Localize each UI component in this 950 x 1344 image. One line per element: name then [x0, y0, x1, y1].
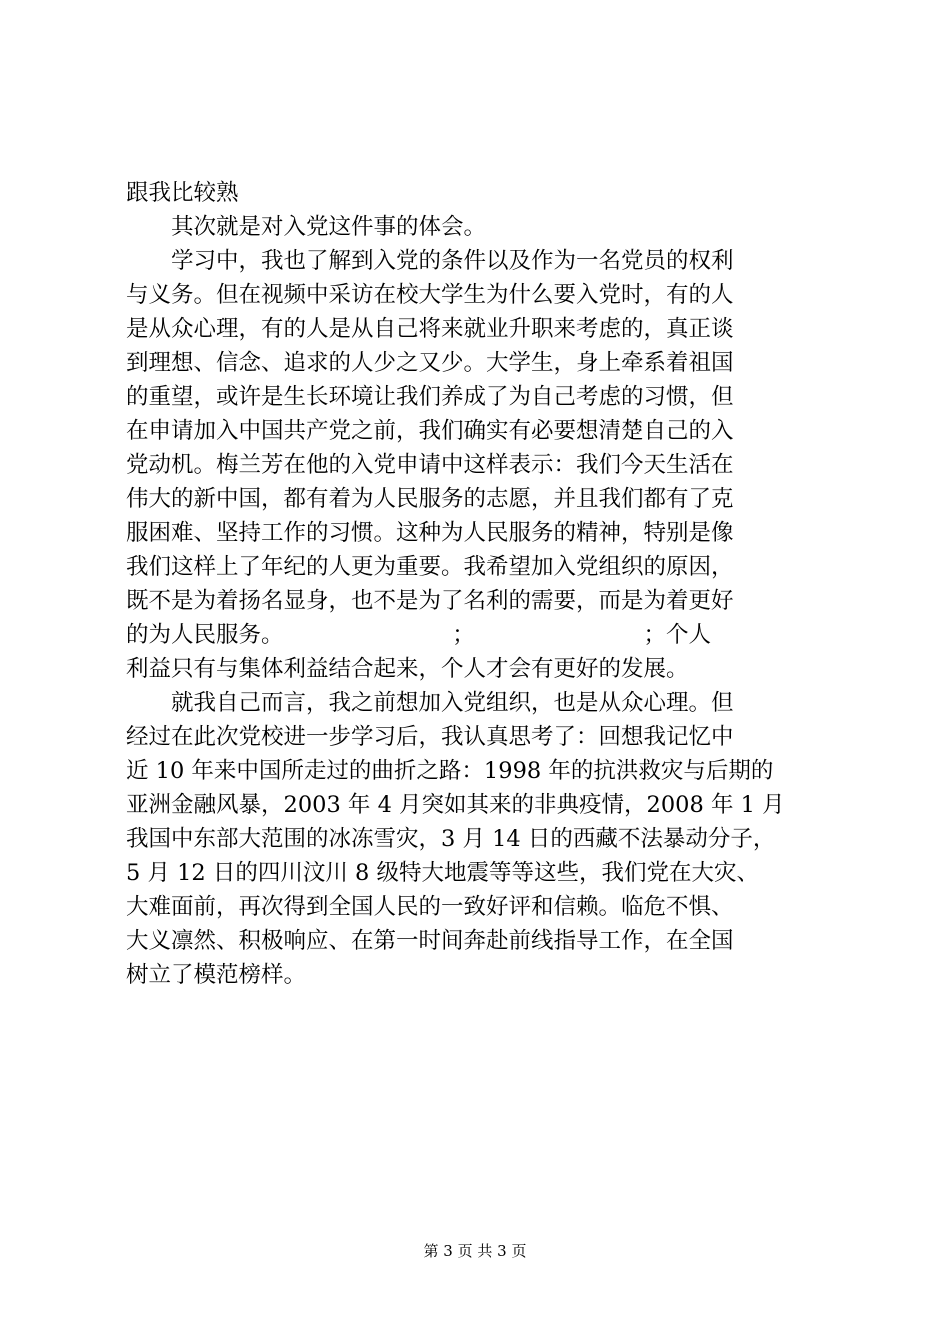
text-line: 党动机。梅兰芳在他的入党申请中这样表示：我们今天生活在: [126, 452, 734, 478]
text-line: 学习中，我也了解到入党的条件以及作为一名党员的权利: [126, 248, 734, 274]
text-line: 是从众心理，有的人是从自己将来就业升职来考虑的，真正谈: [126, 316, 734, 342]
text-line: 服困难、坚持工作的习惯。这种为人民服务的精神，特别是像: [126, 520, 734, 546]
text-line: 经过在此次党校进一步学习后，我认真思考了：回想我记忆中: [126, 724, 734, 750]
document-body: [126, 176, 836, 992]
text-line: 大义凛然、积极响应、在第一时间奔赴前线指导工作，在全国: [126, 928, 734, 954]
text-line: 近 10 年来中国所走过的曲折之路：1998 年的抗洪救灾与后期的: [126, 758, 774, 784]
text-line: 我们这样上了年纪的人更为重要。我希望加入党组织的原因，: [126, 554, 734, 580]
text-line: 我国中东部大范围的冰冻雪灾，3 月 14 日的西藏不法暴动分子，: [126, 826, 776, 852]
text-line: 大难面前，再次得到全国人民的一致好评和信赖。临危不惧、: [126, 894, 734, 920]
text-line: 到理想、信念、追求的人少之又少。大学生，身上牵系着祖国: [126, 350, 734, 376]
text-line: 利益只有与集体利益结合起来，个人才会有更好的发展。: [126, 656, 689, 682]
text-line: 5 月 12 日的四川汶川 8 级特大地震等等这些，我们党在大灾、: [126, 860, 760, 886]
text-line: 伟大的新中国，都有着为人民服务的志愿，并且我们都有了克: [126, 486, 734, 512]
text-line: 其次就是对入党这件事的体会。: [126, 214, 487, 240]
text-line: 亚洲金融风暴，2003 年 4 月突如其来的非典疫情，2008 年 1 月: [126, 792, 785, 818]
text-line: 跟我比较熟: [126, 180, 239, 206]
text-line: 的重望，或许是生长环境让我们养成了为自己考虑的习惯，但: [126, 384, 734, 410]
text-line: 树立了模范榜样。: [126, 962, 307, 988]
page-number-footer: 第 3 页 共 3 页: [423, 1242, 527, 1260]
text-line: 既不是为着扬名显身，也不是为了名利的需要，而是为着更好: [126, 588, 734, 614]
text-line: 就我自己而言，我之前想加入党组织，也是从众心理。但: [126, 690, 734, 716]
text-line: 的为人民服务。 ； ；个人: [126, 622, 712, 648]
text-line: 与义务。但在视频中采访在校大学生为什么要入党时，有的人: [126, 282, 734, 308]
text-line: 在申请加入中国共产党之前，我们确实有必要想清楚自己的入: [126, 418, 734, 444]
